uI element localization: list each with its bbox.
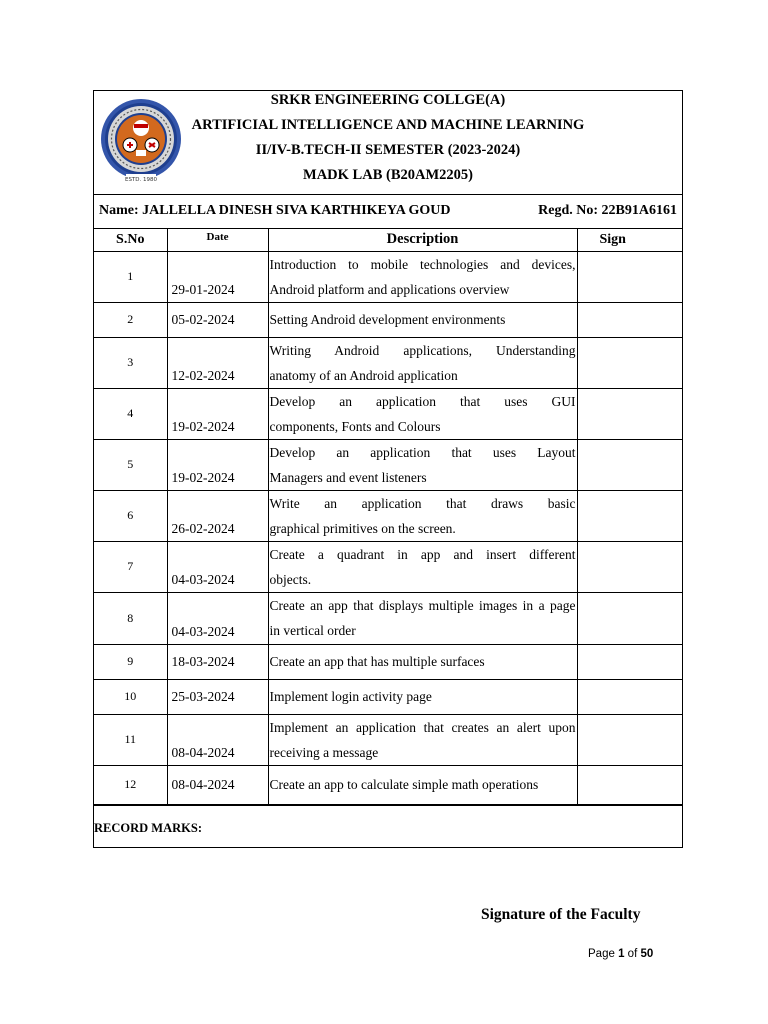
row-description [268, 679, 577, 714]
table-row [94, 765, 682, 804]
description-line: Create a quadrant in app and insert different [269, 546, 576, 562]
table-row [94, 644, 682, 679]
description-line: Implement an application that creates an alert upon [269, 719, 576, 735]
description-line: anatomy of an Android application [269, 367, 458, 383]
row-sno: 10 [94, 679, 167, 714]
row-description [268, 439, 577, 490]
table-header-row [94, 229, 682, 251]
row-description [268, 388, 577, 439]
page-of: of [627, 948, 638, 960]
table-row [94, 337, 682, 388]
row-description [268, 765, 577, 804]
description-line: Write an application that draws basic [269, 495, 576, 511]
row-sign-cell [577, 644, 682, 679]
row-sno: 8 [94, 592, 167, 644]
table-row [94, 714, 682, 765]
row-date: 19-02-2024 [167, 388, 268, 439]
table-row [94, 592, 682, 644]
row-date: 18-03-2024 [167, 644, 268, 679]
row-sno: 1 [94, 251, 167, 302]
table-row [94, 490, 682, 541]
student-name: Name: JALLELLA DINESH SIVA KARTHIKEYA GOUD [99, 203, 451, 218]
row-date: 25-03-2024 [167, 679, 268, 714]
table-row [94, 388, 682, 439]
registration-number: Regd. No: 22B91A6161 [538, 203, 677, 218]
row-sign-cell [577, 592, 682, 644]
description-line: Setting Android development environments [269, 312, 506, 327]
lab-name: MADK LAB (B20AM2205) [303, 167, 473, 183]
row-sign-cell [577, 302, 682, 337]
row-date: 08-04-2024 [167, 714, 268, 765]
sheet-header [94, 91, 682, 195]
row-date: 04-03-2024 [167, 541, 268, 592]
row-date: 04-03-2024 [167, 592, 268, 644]
row-description [268, 541, 577, 592]
description-line: Develop an application that uses GUI [269, 393, 576, 409]
row-sign-cell [577, 679, 682, 714]
svg-text:ESTD. 1980: ESTD. 1980 [124, 177, 158, 183]
table-row [94, 302, 682, 337]
row-sno: 3 [94, 337, 167, 388]
row-sno: 9 [94, 644, 167, 679]
row-sno: 2 [94, 302, 167, 337]
college-name: SRKR ENGINEERING COLLGE(A) [270, 92, 506, 108]
description-line: Managers and event listeners [269, 469, 427, 485]
faculty-signature-label: Signature of the Faculty [481, 906, 641, 923]
description-line: Develop an application that uses Layout [269, 444, 576, 460]
row-date: 08-04-2024 [167, 765, 268, 804]
row-sno: 11 [94, 714, 167, 765]
row-sno: 12 [94, 765, 167, 804]
column-header-sno: S.No [94, 229, 167, 251]
column-header-date: Date [167, 229, 268, 251]
row-sign-cell [577, 490, 682, 541]
table-row [94, 251, 682, 302]
description-line: Writing Android applications, Understanding [269, 342, 576, 358]
table-row [94, 439, 682, 490]
department-name: ARTIFICIAL INTELLIGENCE AND MACHINE LEARNING [191, 117, 585, 133]
record-marks-label: RECORD MARKS: [94, 821, 202, 835]
row-sign-cell [577, 337, 682, 388]
row-description [268, 644, 577, 679]
row-sign-cell [577, 714, 682, 765]
semester-line: II/IV-B.TECH-II SEMESTER (2023-2024) [255, 142, 521, 158]
page-total: 50 [640, 948, 654, 960]
row-date: 19-02-2024 [167, 439, 268, 490]
student-info-bar [94, 195, 682, 229]
description-line: Introduction to mobile technologies and devices, [269, 256, 576, 272]
record-marks-row [94, 805, 682, 848]
row-sno: 7 [94, 541, 167, 592]
row-description [268, 490, 577, 541]
row-sno: 5 [94, 439, 167, 490]
row-date: 26-02-2024 [167, 490, 268, 541]
page-prefix: Page [588, 948, 615, 960]
row-sign-cell [577, 388, 682, 439]
description-line: in vertical order [269, 622, 356, 638]
row-description [268, 302, 577, 337]
row-sign-cell [577, 439, 682, 490]
column-header-description: Description [268, 229, 577, 251]
row-sign-cell [577, 251, 682, 302]
row-description [268, 337, 577, 388]
description-line: Create an app to calculate simple math operations [269, 777, 539, 792]
row-sno: 6 [94, 490, 167, 541]
row-sno: 4 [94, 388, 167, 439]
description-line: components, Fonts and Colours [269, 418, 441, 434]
table-row [94, 679, 682, 714]
experiment-table [94, 229, 682, 805]
description-line: receiving a message [269, 744, 379, 760]
row-sign-cell [577, 765, 682, 804]
description-line: objects. [269, 571, 312, 587]
row-description [268, 714, 577, 765]
description-line: Android platform and applications overview [269, 281, 510, 297]
row-description [268, 251, 577, 302]
description-line: Create an app that has multiple surfaces [269, 654, 485, 669]
row-description [268, 592, 577, 644]
row-sign-cell [577, 541, 682, 592]
description-line: Create an app that displays multiple images in a page [269, 597, 576, 613]
page-current: 1 [618, 948, 625, 960]
page-number [588, 948, 653, 960]
attendance-sheet [93, 90, 683, 848]
row-date: 05-02-2024 [167, 302, 268, 337]
table-row [94, 541, 682, 592]
row-date: 12-02-2024 [167, 337, 268, 388]
column-header-sign: Sign [577, 229, 682, 251]
description-line: Implement login activity page [269, 689, 432, 704]
row-date: 29-01-2024 [167, 251, 268, 302]
description-line: graphical primitives on the screen. [269, 520, 456, 536]
